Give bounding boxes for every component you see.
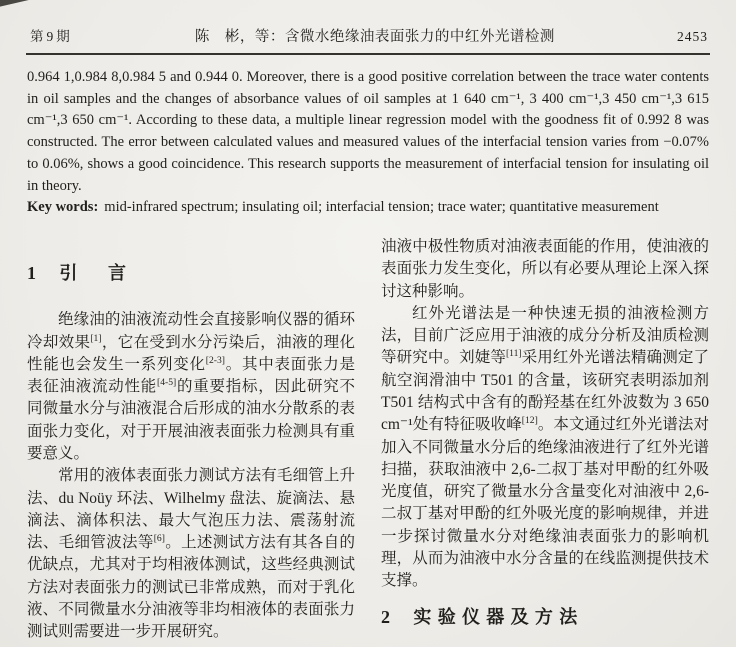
- section-heading-introduction: [27, 262, 355, 284]
- section-title: 引 言: [59, 262, 133, 283]
- body-paragraph: 红外光谱法是一种快速无损的油液检测方法，目前广泛应用于油液的成分分析及油质检测等研究中。刘婕等[11]采用红外光谱法精确测定了航空润滑油中 T501 的含量，该研究表明添加剂 T501 结构式中含有的酚羟基在红外波数为 3 650 cm⁻¹处有特征吸收峰[12]。本文通过红外光谱法对加入不同微量水分后的绝缘油液进行了红外光谱扫描，获取油液中 2,6-二叔丁基对甲酚的红外吸光度值，研究了微量水分含量变化对油液中 2,6-二叔丁基对甲酚的红外吸光度的影响规律，并进一步探讨微量水分对绝缘油表面张力的影响机理，从而为油液中水分含量的在线监测提供技术支撑。: [381, 304, 709, 590]
- right-column: [381, 233, 709, 644]
- section-title: 实验仪器及方法: [413, 606, 584, 627]
- issue-number: 第9期: [30, 29, 73, 44]
- abstract-text: 0.964 1,0.984 8,0.984 5 and 0.944 0. Moreover, there is a good positive correlation between the trace water contents in oil samples and the changes of absorbance values of oil samples at 1 640 cm⁻¹, 3 400 cm⁻¹,3 450 cm⁻¹,3 615 cm⁻¹,3 650 cm⁻¹. According to these data, a multiple linear regression model with the goodness fit of 0.992 8 was constructed. The error between calculated values and measured values of the interfacial tension varies from −0.07% to 0.06%, shows a good coincidence. This research supports the measurement of interfacial tension for insulating oil in theory.: [27, 69, 709, 194]
- two-column-body: [27, 233, 709, 644]
- keywords-text: mid-infrared spectrum; insulating oil; interfacial tension; trace water; quantitative measurement: [104, 199, 659, 216]
- section-heading-experiment: [381, 606, 709, 628]
- page-number: 2453: [677, 29, 708, 44]
- body-paragraph: 绝缘油的油液流动性会直接影响仪器的循环冷却效果[1]，它在受到水分污染后，油液的理化性能也会发生一系列变化[2-3]。其中表面张力是表征油液流动性能[4-5]的重要指标，因此研究不同微量水分与油液混合后形成的油水分散系的表面张力变化，对于开展油液表面张力检测具有重要意义。: [27, 311, 355, 462]
- section-number: 1: [27, 262, 36, 283]
- header-rule: [26, 53, 710, 55]
- keywords-line: [27, 197, 709, 219]
- keywords-label: Key words:: [27, 199, 99, 216]
- abstract-section: [27, 67, 709, 219]
- body-paragraph-continuation: 油液中极性物质对油液表面能的作用，使油液的表面张力发生变化，所以有必要从理论上深入探讨这种影响。: [381, 237, 709, 300]
- section-number: 2: [381, 606, 390, 627]
- page-header: [0, 0, 736, 46]
- left-column: [27, 233, 355, 644]
- running-title: 陈 彬，等：含微水绝缘油表面张力的中红外光谱检测: [194, 29, 555, 45]
- body-paragraph: 常用的液体表面张力测试方法有毛细管上升法、du Noüy 环法、Wilhelmy 盘法、旋滴法、悬滴法、滴体积法、最大气泡压力法、震荡射流法、毛细管波法等[6]。上述测试方法有其各自的优缺点，尤其对于均相液体测试，这些经典测试方法对表面张力的测试已非常成熟，而对于乳化液、不同微量水分油液等非均相液体的表面张力测试则需要进一步开展研究。: [27, 467, 355, 641]
